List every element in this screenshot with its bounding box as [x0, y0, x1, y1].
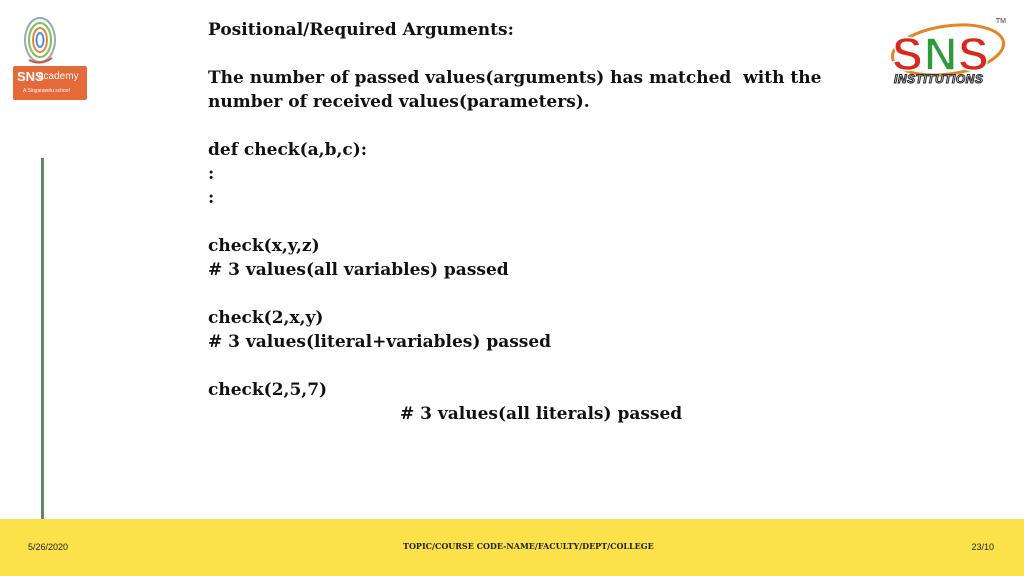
footer-page-number: 23/10	[971, 542, 994, 552]
institutions-wordmark: INSTITUTIONS	[894, 72, 984, 86]
fingerprint-icon	[12, 10, 88, 68]
sns-institutions-logo	[886, 18, 1010, 94]
trademark-mark: TM	[995, 18, 1006, 25]
example-call-3: check(2,5,7)	[208, 380, 328, 400]
def-body-line-2: :	[208, 188, 215, 208]
sns-academy-logo	[12, 10, 88, 92]
left-accent-rule	[41, 158, 44, 520]
academy-brand: SNS	[17, 69, 44, 84]
def-signature: def check(a,b,c):	[208, 140, 368, 160]
academy-name: academy	[38, 71, 79, 82]
def-body-line-1: :	[208, 164, 215, 184]
svg-text:S: S	[958, 28, 989, 78]
example-comment-3: # 3 values(all literals) passed	[400, 404, 683, 424]
example-call-2: check(2,x,y)	[208, 308, 324, 328]
footer-date: 5/26/2020	[28, 542, 69, 552]
example-comment-1: # 3 values(all variables) passed	[208, 260, 509, 280]
slide-footer	[0, 519, 1024, 576]
example-call-1: check(x,y,z)	[208, 236, 320, 256]
slide-content	[208, 18, 848, 426]
footer-topic: TOPIC/COURSE CODE-NAME/FACULTY/DEPT/COLLEGE	[403, 541, 654, 551]
academy-tagline: A Singaravelu school	[23, 88, 70, 94]
slide-heading: Positional/Required Arguments:	[208, 20, 514, 40]
example-comment-2: # 3 values(literal+variables) passed	[208, 332, 552, 352]
intro-line-1: The number of passed values(arguments) has matched with the	[208, 68, 822, 88]
intro-line-2: number of received values(parameters).	[208, 92, 590, 112]
svg-text:N: N	[924, 28, 958, 78]
academy-badge	[13, 66, 87, 100]
svg-text:S: S	[892, 28, 923, 78]
sns-logo-mark	[886, 18, 1010, 78]
